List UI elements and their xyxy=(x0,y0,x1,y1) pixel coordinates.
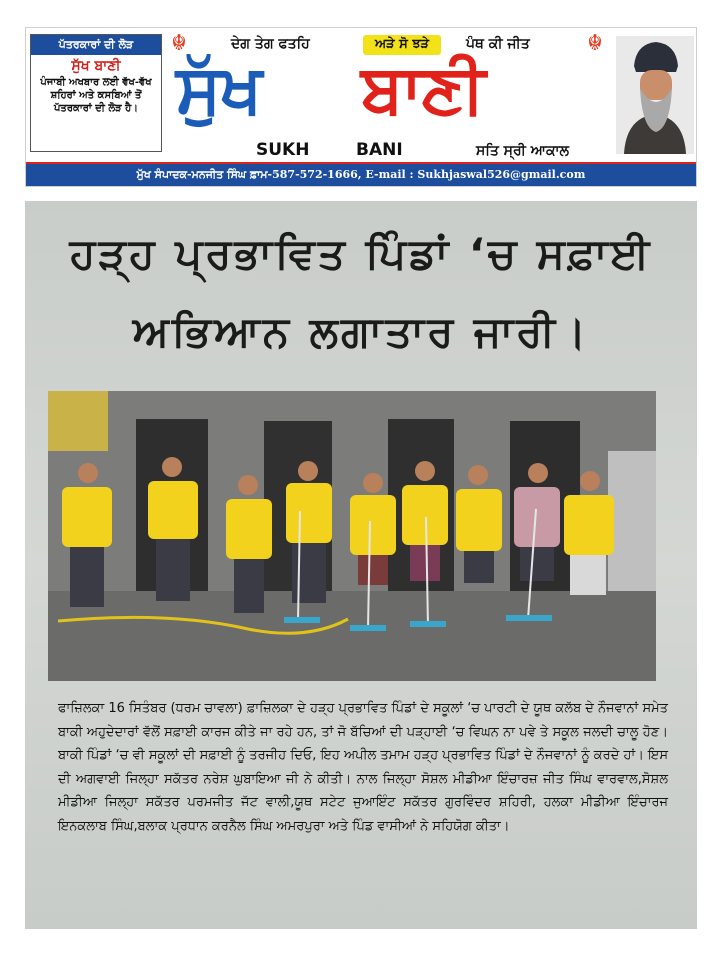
logo-punjabi-left: ਸੁੱਖ xyxy=(176,50,261,129)
logo-english-right: BANI xyxy=(356,140,403,160)
slogan-left: ਦੇਗ ਤੇਗ ਫਤਹਿ xyxy=(231,36,310,52)
logo-punjabi-right: ਬਾਣੀ xyxy=(361,50,484,129)
editor-portrait xyxy=(616,36,694,154)
article-body: ਫਾਜ਼ਿਲਕਾ 16 ਸਿਤੰਬਰ (ਧਰਮ ਚਾਵਲਾ) ਫ਼ਾਜ਼ਿਲਕਾ ਦੇ ਹੜ੍ਹ ਪ੍ਰਭਾਵਿਤ ਪਿੰਡਾਂ ਦੇ ਸਕੂਲਾਂ ‘ਚ ਪਾਰਟੀ ਦੇ ਯੂਥ ਕਲੱਬ ਦੇ ਨੌਜਵਾਨਾਂ ਸਮੇਤ ਬਾਕੀ ਅਹੁਦੇਦਾਰਾਂ ਵੱਲੋਂ ਸਫ਼ਾਈ ਕਾਰਜ ਕੀਤੇ ਜਾ ਰਹੇ ਹਨ, ਤਾਂ ਜੋ ਬੱਚਿਆਂ ਦੀ ਪੜ੍ਹਾਈ ‘ਚ ਵਿਘਨ ਨਾ ਪਵੇ ਤੇ ਸਕੂਲ ਜਲਦੀ ਚਾਲੂ ਹੋਣ। ਬਾਕੀ ਪਿੰਡਾਂ ‘ਚ ਵੀ ਸਕੂਲਾਂ ਦੀ ਸਫ਼ਾਈ ਨੂੰ ਤਰਜੀਹ ਦਿਓ, ਇਹ ਅਪੀਲ ਤਮਾਮ ਹੜ੍ਹ ਪ੍ਰਭਾਵਿਤ ਪਿੰਡਾਂ ਦੇ ਨੌਜਵਾਨਾਂ ਨੂੰ ਕਰਦੇ ਹਾਂ। ਇਸ ਦੀ ਅਗਵਾਈ ਜਿਲ੍ਹਾ ਸਕੱਤਰ ਨਰੇਸ਼ ਘੁਬਾਇਆ ਜੀ ਨੇ ਕੀਤੀ। ਨਾਲ ਜਿਲ੍ਹਾ ਸੋਸ਼ਲ ਮੀਡੀਆ ਇੰਚਾਰਜ਼ ਜੀਤ ਸਿੰਘ ਵਾਰਵਾਲ,ਸੋਸ਼ਲ ਮੀਡੀਆ ਜਿਲ੍ਹਾ ਸਕੱਤਰ ਪਰਮਜੀਤ ਜੱਟ ਵਾਲੀ,ਯੂਥ ਸਟੇਟ ਜੁਆਇੰਟ ਸਕੱਤਰ ਗੁਰਵਿੰਦਰ ਸ਼ਹਿਰੀ, ਹਲਕਾ ਮੀਡੀਆ ਇੰਚਾਰਜ ਇਨਕਲਾਬ ਸਿੰਘ,ਬਲਾਕ ਪ੍ਰਧਾਨ ਕਰਨੈਲ ਸਿੰਘ ਅਮਰਪੁਰਾ ਅਤੇ ਪਿੰਡ ਵਾਸੀਆਂ ਨੇ ਸਹਿਯੋਗ ਕੀਤਾ। xyxy=(58,701,668,834)
logo-english-left: SUKH xyxy=(256,140,310,160)
reporters-wanted-text: ਪੰਜਾਬੀ ਅਖਬਾਰ ਲਈ ਵੱਖ-ਵੱਖ ਸ਼ਹਿਰਾਂ ਅਤੇ ਕਸਬਿਆਂ ਤੋਂ ਪੱਤਰਕਾਰਾਂ ਦੀ ਲੋੜ ਹੈ। xyxy=(40,77,152,114)
khanda-icon: ☬ xyxy=(171,31,187,56)
contact-bar: ਮੁੱਖ ਸੰਪਾਦਕ-ਮਨਜੀਤ ਸਿੰਘ ਫ਼ਾਮ-587-572-1666, E-mail : Sukhjaswal526@gmail.com xyxy=(26,162,696,186)
newspaper-masthead xyxy=(25,27,697,187)
article-headline: ਹੜ੍ਹ ਪ੍ਰਭਾਵਿਤ ਪਿੰਡਾਂ ‘ਚ ਸਫ਼ਾਈ ਅਭਿਆਨ ਲਗਾਤਾਰ ਜਾਰੀ। xyxy=(69,229,653,356)
slogan-middle: ਅੜੇ ਸੋ ਝੜੇ xyxy=(363,35,441,55)
reporters-wanted-box xyxy=(30,34,162,152)
reporters-wanted-title: ਸੁੱਖ ਬਾਣੀ xyxy=(71,58,121,74)
news-article xyxy=(25,201,697,929)
khanda-icon: ☬ xyxy=(587,31,603,56)
reporters-wanted-header: ਪੱਤਰਕਾਰਾਂ ਦੀ ਲੋੜ xyxy=(31,35,161,55)
greeting-text: ਸਤਿ ਸ੍ਰੀ ਆਕਾਲ xyxy=(476,143,570,159)
slogan-right: ਪੰਥ ਕੀ ਜੀਤ xyxy=(466,36,530,52)
article-photo xyxy=(48,391,656,681)
